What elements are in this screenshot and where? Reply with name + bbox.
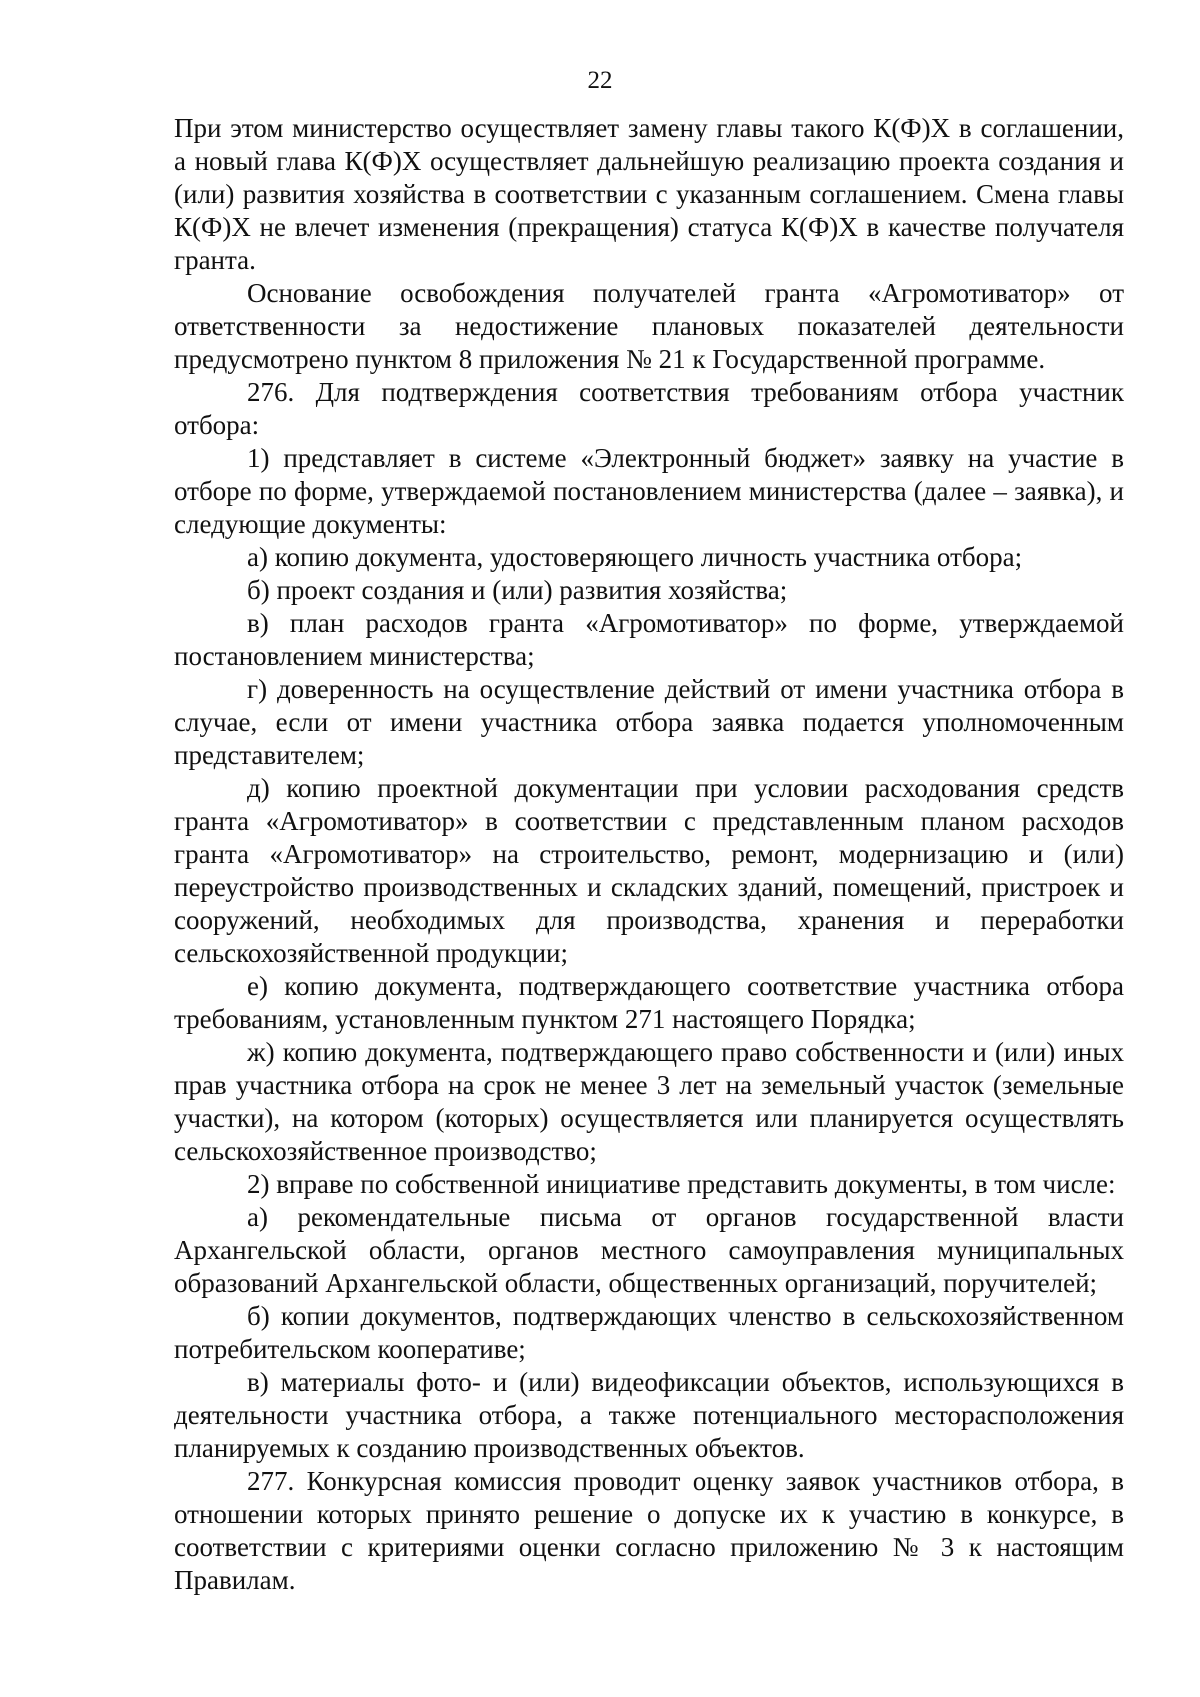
paragraph-276-item-2-a: а) рекомендательные письма от органов государственной власти Архангельской области, органов местного самоуправления муниципальных образований Архангельской области, общественных организаций, поручителей; [174,1202,1124,1298]
paragraph-276-item-1-e: е) копию документа, подтверждающего соответствие участника отбора требованиям, установленным пунктом 271 настоящего Порядка; [174,971,1124,1034]
paragraph-276-item-1-g: г) доверенность на осуществление действий от имени участника отбора в случае, если от имени участника отбора заявка подается уполномоченным представителем; [174,674,1124,770]
paragraph-276-item-1: 1) представляет в системе «Электронный бюджет» заявку на участие в отборе по форме, утверждаемой постановлением министерства (далее – заявка), и следующие документы: [174,443,1124,539]
paragraph-276-item-1-d: д) копию проектной документации при условии расходования средств гранта «Агромотиватор» в соответствии с представленным планом расходов гранта «Агромотиватор» на строительство, ремонт, модернизацию и (или) переустройство производственных и складских зданий, помещений, пристроек и сооружений, необходимых для производства, хранения и переработки сельскохозяйственной продукции; [174,773,1124,968]
page-number: 22 [587,67,613,94]
document-body [174,112,1124,1597]
paragraph-276-item-2-v: в) материалы фото- и (или) видеофиксации объектов, использующихся в деятельности участника отбора, а также потенциального месторасположения планируемых к созданию производственных объектов. [174,1367,1124,1463]
paragraph-276-item-1-v: в) план расходов гранта «Агромотиватор» по форме, утверждаемой постановлением министерства; [174,608,1124,671]
paragraph-276-item-1-b: б) проект создания и (или) развития хозяйства; [247,575,788,605]
paragraph-276-item-1-a: а) копию документа, удостоверяющего личность участника отбора; [247,542,1023,572]
paragraph-276-item-2-b: б) копии документов, подтверждающих членство в сельскохозяйственном потребительском кооперативе; [174,1301,1124,1364]
paragraph-continuation: При этом министерство осуществляет замену главы такого К(Ф)Х в соглашении, а новый глава К(Ф)Х осуществляет дальнейшую реализацию проекта создания и (или) развития хозяйства в соответствии с указанным соглашением. Смена главы К(Ф)Х не влечет изменения (прекращения) статуса К(Ф)Х в качестве получателя гранта. [174,113,1124,275]
paragraph-liability-basis: Основание освобождения получателей гранта «Агромотиватор» от ответственности за недостижение плановых показателей деятельности предусмотрено пунктом 8 приложения № 21 к Государственной программе. [174,278,1124,374]
paragraph-276: 276. Для подтверждения соответствия требованиям отбора участник отбора: [174,377,1124,440]
paragraph-276-item-2: 2) вправе по собственной инициативе представить документы, в том числе: [247,1169,1116,1199]
paragraph-276-item-1-zh: ж) копию документа, подтверждающего право собственности и (или) иных прав участника отбора на срок не менее 3 лет на земельный участок (земельные участки), на котором (которых) осуществляется или планируется осуществлять сельскохозяйственное производство; [174,1037,1124,1166]
paragraph-277: 277. Конкурсная комиссия проводит оценку заявок участников отбора, в отношении которых принято решение о допуске их к участию в конкурсе, в соответствии с критериями оценки согласно приложению № 3 к настоящим Правилам. [174,1466,1124,1595]
